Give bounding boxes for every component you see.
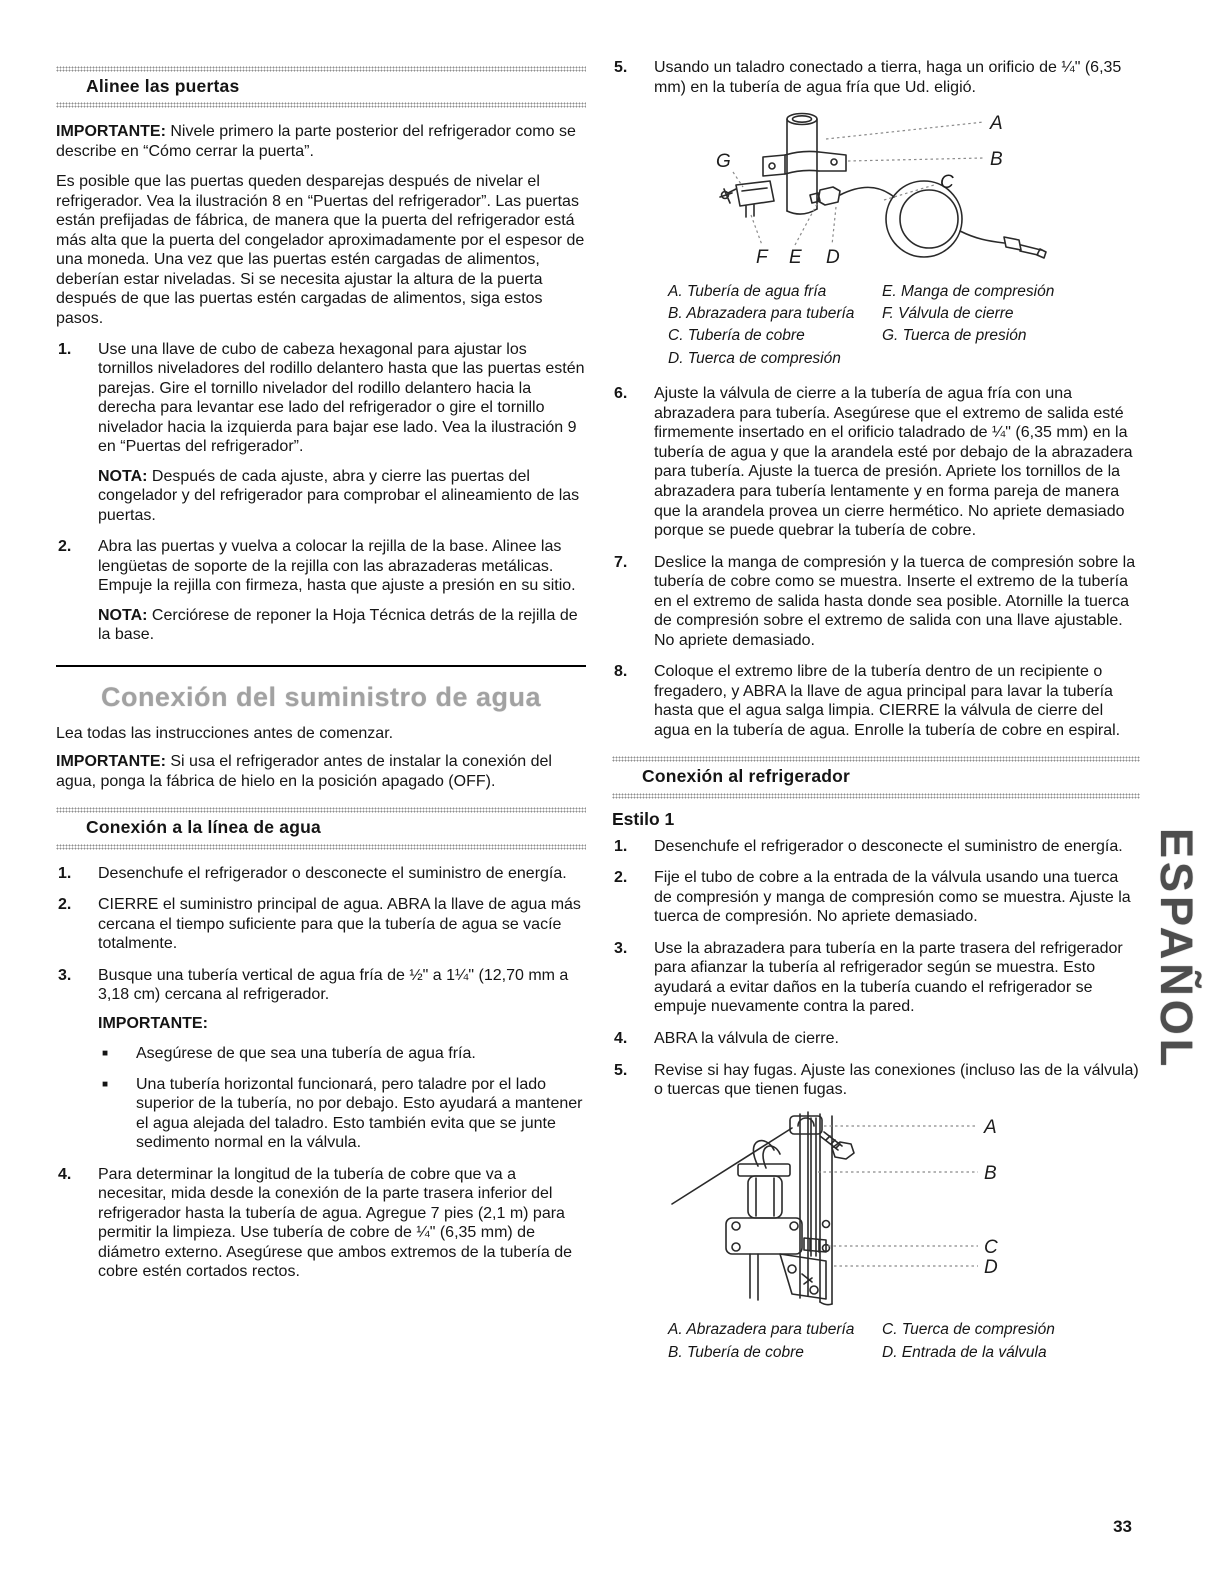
list-item-text: Desenchufe el refrigerador o desconecte el suministro de energía.	[654, 837, 1123, 855]
section-header-align-doors	[56, 66, 586, 108]
list-item-text: CIERRE el suministro principal de agua. ABRA la llave de agua más cercana el tiempo suficiente para que la tubería de agua se vacíe totalmente.	[98, 896, 581, 953]
list-item-text: Usando un taladro conectado a tierra, haga un orificio de ¼" (6,35 mm) en la tubería de agua fría que Ud. eligió.	[654, 59, 1122, 96]
caption-line: A. Tubería de agua fría	[668, 282, 827, 300]
list-number: 1.	[614, 837, 628, 855]
section-header-water-line	[56, 807, 586, 849]
stipple-rule	[612, 756, 1140, 762]
figure2-label-c: C	[984, 1236, 998, 1258]
caption-line: D. Entrada de la válvula	[882, 1343, 1047, 1361]
caption-line: B. Tubería de cobre	[668, 1343, 804, 1361]
right-column	[612, 58, 1140, 1378]
figure2-label-a: A	[984, 1116, 997, 1138]
figure2-caption	[612, 1319, 1140, 1364]
stipple-rule	[56, 102, 586, 108]
figure1-caption-right	[882, 281, 1054, 371]
list-number: 7.	[614, 553, 628, 571]
list-number: 3.	[614, 939, 628, 957]
list-item-text: Desenchufe el refrigerador o desconecte el suministro de energía.	[98, 864, 567, 882]
list-number: 1.	[58, 340, 72, 358]
figure1-label-a: A	[990, 113, 1003, 135]
nota-paragraph	[98, 606, 586, 645]
figure1-label-e: E	[789, 247, 802, 268]
importante-label: IMPORTANTE:	[56, 753, 166, 771]
list-item-body	[98, 340, 586, 526]
list-item-text: Fije el tubo de cobre a la entrada de la válvula usando una tuerca de compresión y manga de compresión como se muestra. Ajuste la tuerca de compresión. No apriete demasiado.	[654, 869, 1131, 926]
figure1-label-c: C	[940, 172, 954, 194]
list-item-text: Use la abrazadera para tubería en la parte trasera del refrigerador para afianzar la tubería al refrigerador según se muestra. Esto ayudará a evitar daños en la tubería cuando el refrigerador se empuje nuevamente contra la pared.	[654, 939, 1123, 1016]
paragraph-importante	[56, 122, 586, 161]
list-number: 8.	[614, 663, 628, 681]
caption-line: D. Tuerca de compresión	[668, 349, 841, 367]
list-item	[612, 553, 1140, 651]
list-item	[612, 1061, 1140, 1100]
section-title-align-doors: Alinee las puertas	[86, 76, 240, 96]
list-item	[612, 868, 1140, 927]
caption-line: G. Tuerca de presión	[882, 327, 1027, 345]
section-header-connect-fridge	[612, 756, 1140, 798]
list-item-body	[98, 537, 586, 645]
caption-line: C. Tuerca de compresión	[882, 1321, 1055, 1339]
language-side-tab: ESPAÑOL	[1151, 828, 1202, 1071]
list-number: 2.	[614, 869, 628, 887]
list-item-text: Revise si hay fugas. Ajuste las conexiones (incluso las de la válvula) o tuercas que tienen fugas.	[654, 1061, 1139, 1099]
saddle-valve-diagram	[612, 105, 1072, 267]
figure1-label-b: B	[990, 149, 1003, 171]
list-item	[612, 837, 1140, 857]
figure1-label-f: F	[756, 247, 768, 268]
chapter-title-water-supply: Conexión del suministro de agua	[100, 681, 542, 712]
left-column	[56, 66, 586, 1294]
importante-text: Si usa el refrigerador antes de instalar la conexión del agua, ponga la fábrica de hielo en la posición apagado (OFF).	[56, 753, 552, 790]
stipple-rule	[56, 844, 586, 850]
section-divider-rule	[56, 665, 586, 667]
list-item	[612, 662, 1140, 740]
figure2-caption-left	[668, 1319, 882, 1364]
list-number: 2.	[58, 538, 72, 556]
list-item-text: Deslice la manga de compresión y la tuerca de compresión sobre la tubería de cobre como se muestra. Inserte el extremo de la tubería en el extremo de salida hasta donde sea posible. Atornille la tuerca de compresión sobre el extremo de salida con una llave ajustable. No apriete demasiado.	[654, 553, 1136, 649]
list-item-text: Ajuste la válvula de cierre a la tubería de agua fría con una abrazadera para tubería. Asegúrese que el extremo de salida esté firmemente insertado en el orificio taladrado de ¼" (6,35 mm) en la tubería de agua y que la arandela esté por debajo de la abrazadera para tubería. Ajuste la tuerca de presión. Apriete los tornillos de la abrazadera para tubería lentamente y en forma pareja de manera que la arandela provea un cierre hermético. No apriete demasiado porque se puede quebrar la tubería de cobre.	[654, 385, 1133, 540]
figure-valve-connection-illustration	[612, 1106, 1140, 1312]
figure2-caption-right	[882, 1319, 1055, 1364]
figure1-caption-left	[668, 281, 882, 371]
nota-label: NOTA:	[98, 606, 148, 624]
caption-line: C. Tubería de cobre	[668, 327, 805, 345]
list-item-text: Abra las puertas y vuelva a colocar la rejilla de la base. Alinee las lengüetas de soporte de la rejilla con las abrazaderas metálicas. Empuje la rejilla con firmeza, hasta que ajuste a presión en su sitio.	[98, 538, 576, 595]
caption-line: E. Manga de compresión	[882, 282, 1055, 300]
section-title-water-line: Conexión a la línea de agua	[86, 817, 321, 838]
bullet-square-icon: ■	[102, 1048, 109, 1060]
list-item-text: Coloque el extremo libre de la tubería dentro de un recipiente o fregadero, y ABRA la llave de agua principal para lavar la tubería hasta que el agua salga limpia. CIERRE la válvula de cierre del agua en la tubería de agua. Enrolle la tubería de cobre en espiral.	[654, 663, 1121, 739]
importante-text: Nivele primero la parte posterior del refrigerador como se describe en “Cómo cerrar la puerta”.	[56, 123, 576, 160]
page-number: 33	[1113, 1517, 1132, 1536]
bullet-item	[98, 1044, 586, 1064]
style1-subheading: Estilo 1	[612, 808, 675, 829]
list-number: 4.	[58, 1165, 72, 1183]
paragraph-lead: Lea todas las instrucciones antes de comenzar.	[56, 724, 394, 742]
paragraph-intro: Es posible que las puertas queden desparejas después de nivelar el refrigerador. Vea la ilustración 8 en “Puertas del refrigerador”. Las puertas están prefijadas de fábrica, de manera que la puerta del refrigerador está más alta que la puerta del congelador aproximadamente por el espesor de una moneda. Una vez que las puertas estén cargadas de alimentos, deberían estar niveladas. Si se necesita ajustar la altura de la puerta después de que las puertas estén cargadas de alimentos, siga estos pasos.	[56, 173, 585, 327]
figure2-label-b: B	[984, 1162, 997, 1184]
list-item	[56, 895, 586, 954]
importante-sublabel: IMPORTANTE:	[98, 1014, 208, 1032]
list-number: 5.	[614, 1061, 628, 1079]
bullet-text: Asegúrese de que sea una tubería de agua fría.	[136, 1045, 476, 1063]
list-item-body	[98, 966, 586, 1153]
stipple-rule	[56, 66, 586, 72]
nota-paragraph	[98, 467, 586, 526]
figure2-label-d: D	[984, 1256, 998, 1278]
bullet-item	[98, 1075, 586, 1153]
stipple-rule	[56, 807, 586, 813]
figure1-label-d: D	[826, 247, 840, 268]
bullet-square-icon: ■	[102, 1078, 109, 1090]
list-item	[612, 1029, 1140, 1049]
caption-line: B. Abrazadera para tubería	[668, 305, 855, 323]
list-item-text: Use una llave de cubo de cabeza hexagonal para ajustar los tornillos niveladores del rodillo delantero hasta que las puertas estén parejas. Gire el tornillo nivelador del rodillo delantero hacia la derecha para levantar ese lado del refrigerador o gire el tornillo nivelador hacia la izquierda para bajar ese lado. Vea la ilustración 9 en “Puertas del refrigerador”.	[98, 340, 585, 456]
list-item	[56, 864, 586, 884]
list-number: 6.	[614, 385, 628, 403]
valve-connection-diagram	[612, 1106, 1072, 1306]
list-number: 3.	[58, 966, 72, 984]
list-item	[612, 384, 1140, 540]
list-item-text: Para determinar la longitud de la tubería de cobre que va a necesitar, mida desde la conexión de la parte trasera inferior del refrigerador hasta la tubería de agua. Agregue 7 pies (2,1 m) para permitir la limpieza. Use tubería de cobre de ¼" (6,35 mm) de diámetro externo. Asegúrese que ambos extremos de la tubería de cobre estén cortados rectos.	[98, 1165, 573, 1281]
nota-text: Cerciórese de reponer la Hoja Técnica detrás de la rejilla de la base.	[98, 606, 578, 644]
list-item-text: Busque una tubería vertical de agua fría de ½" a 1¼" (12,70 mm a 3,18 cm) cercana al refrigerador.	[98, 966, 569, 1004]
nota-label: NOTA:	[98, 467, 148, 485]
list-number: 1.	[58, 864, 72, 882]
list-item-text: ABRA la válvula de cierre.	[654, 1030, 839, 1047]
importante-label: IMPORTANTE:	[56, 123, 166, 141]
section-title-connect-fridge: Conexión al refrigerador	[642, 766, 851, 787]
list-item	[612, 939, 1140, 1017]
paragraph-importante	[56, 752, 586, 791]
list-number: 5.	[614, 59, 628, 76]
bullet-text: Una tubería horizontal funcionará, pero taladre por el lado superior de la tubería, no por debajo. Esto ayudará a mantener el agua alejada del taladro. Esto también evita que se junte sedimento normal en la válvula.	[136, 1075, 583, 1152]
caption-line: A. Abrazadera para tubería	[668, 1321, 855, 1339]
stipple-rule	[612, 793, 1140, 799]
figure-saddle-valve-illustration	[612, 105, 1140, 273]
list-number: 4.	[614, 1030, 628, 1047]
list-number: 2.	[58, 896, 72, 914]
figure1-label-g: G	[716, 151, 731, 173]
list-item	[56, 340, 586, 526]
list-item	[56, 966, 586, 1153]
list-item	[56, 1165, 586, 1282]
list-item	[612, 58, 1140, 97]
nota-text: Después de cada ajuste, abra y cierre las puertas del congelador y del refrigerador para comprobar el alineamiento de las puertas.	[98, 467, 580, 524]
caption-line: F. Válvula de cierre	[882, 305, 1014, 323]
list-item	[56, 537, 586, 645]
figure1-caption	[612, 281, 1140, 371]
